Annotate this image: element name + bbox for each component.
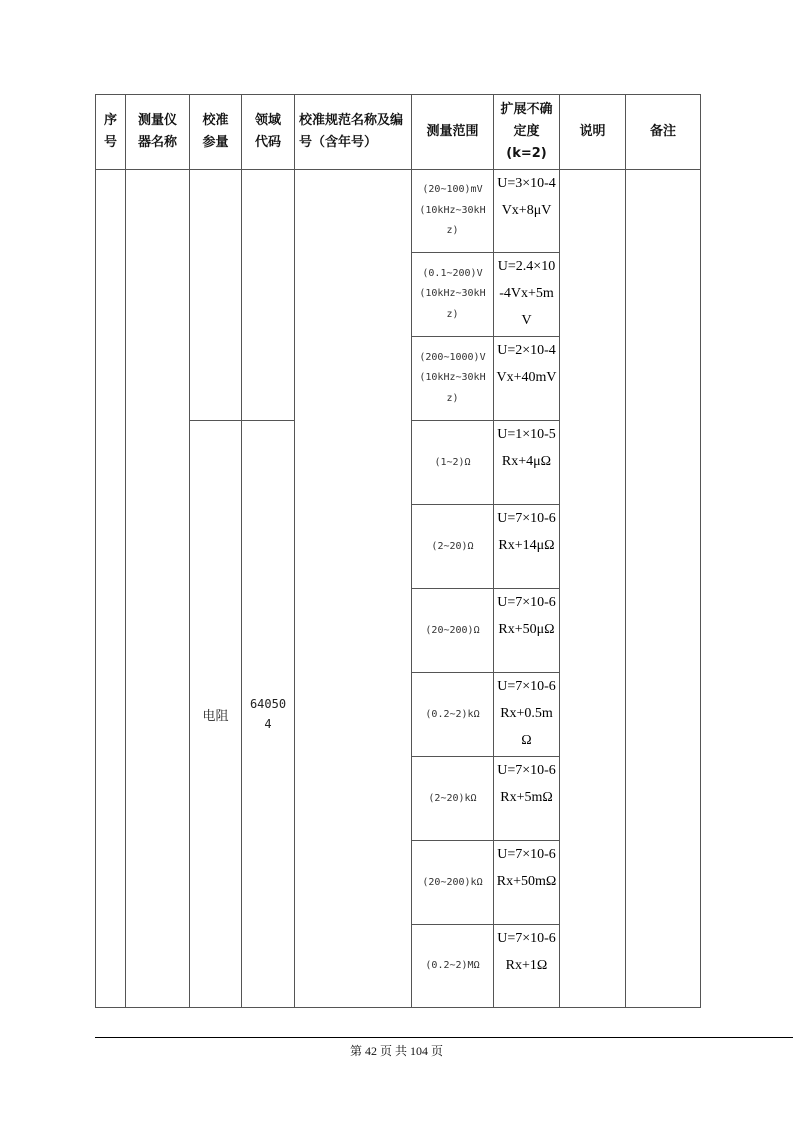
header-row bbox=[96, 95, 701, 170]
note-cell bbox=[560, 170, 626, 1008]
remark-cell bbox=[626, 170, 701, 1008]
uncertainty-cell: U=2.4×10-4Vx+5mV bbox=[494, 253, 560, 337]
code-cell-voltage bbox=[242, 170, 295, 421]
range-cell: (2~20)kΩ bbox=[412, 757, 494, 841]
range-cell: (20~200)Ω bbox=[412, 589, 494, 673]
uncertainty-cell: U=7×10-6Rx+50μΩ bbox=[494, 589, 560, 673]
param-cell-voltage bbox=[190, 170, 242, 421]
range-cell: (0.2~2)kΩ bbox=[412, 673, 494, 757]
header-code: 领域代码 bbox=[242, 95, 295, 170]
uncertainty-cell: U=2×10-4Vx+40mV bbox=[494, 337, 560, 421]
code-cell-resistance: 640504 bbox=[242, 421, 295, 1008]
uncertainty-cell: U=7×10-6Rx+1Ω bbox=[494, 925, 560, 1008]
range-cell: (0.1~200)V (10kHz~30kHz) bbox=[412, 253, 494, 337]
uncertainty-cell: U=3×10-4Vx+8μV bbox=[494, 170, 560, 253]
range-cell: (20~100)mV (10kHz~30kHz) bbox=[412, 170, 494, 253]
param-cell-resistance: 电阻 bbox=[190, 421, 242, 1008]
range-cell: (1~2)Ω bbox=[412, 421, 494, 505]
spec-cell bbox=[295, 170, 412, 1008]
header-spec: 校准规范名称及编号（含年号） bbox=[295, 95, 412, 170]
table-row bbox=[96, 170, 701, 253]
uncertainty-cell: U=7×10-6Rx+14μΩ bbox=[494, 505, 560, 589]
uncertainty-cell: U=1×10-5Rx+4μΩ bbox=[494, 421, 560, 505]
instrument-cell bbox=[126, 170, 190, 1008]
header-remark: 备注 bbox=[626, 95, 701, 170]
uncertainty-cell: U=7×10-6Rx+50mΩ bbox=[494, 841, 560, 925]
range-cell: (0.2~2)MΩ bbox=[412, 925, 494, 1008]
header-instrument: 测量仪器名称 bbox=[126, 95, 190, 170]
range-cell: (20~200)kΩ bbox=[412, 841, 494, 925]
range-cell: (200~1000)V (10kHz~30kHz) bbox=[412, 337, 494, 421]
page-footer: 第 42 页 共 104 页 bbox=[349, 1044, 443, 1058]
range-cell: (2~20)Ω bbox=[412, 505, 494, 589]
header-param: 校准参量 bbox=[190, 95, 242, 170]
uncertainty-cell: U=7×10-6Rx+0.5mΩ bbox=[494, 673, 560, 757]
header-note: 说明 bbox=[560, 95, 626, 170]
calibration-table bbox=[95, 94, 701, 1008]
footer-rule bbox=[95, 1037, 793, 1038]
header-uncertainty: 扩展不确定度(k=2) bbox=[494, 95, 560, 170]
header-seq: 序号 bbox=[96, 95, 126, 170]
seq-cell bbox=[96, 170, 126, 1008]
uncertainty-cell: U=7×10-6Rx+5mΩ bbox=[494, 757, 560, 841]
header-range: 测量范围 bbox=[412, 95, 494, 170]
